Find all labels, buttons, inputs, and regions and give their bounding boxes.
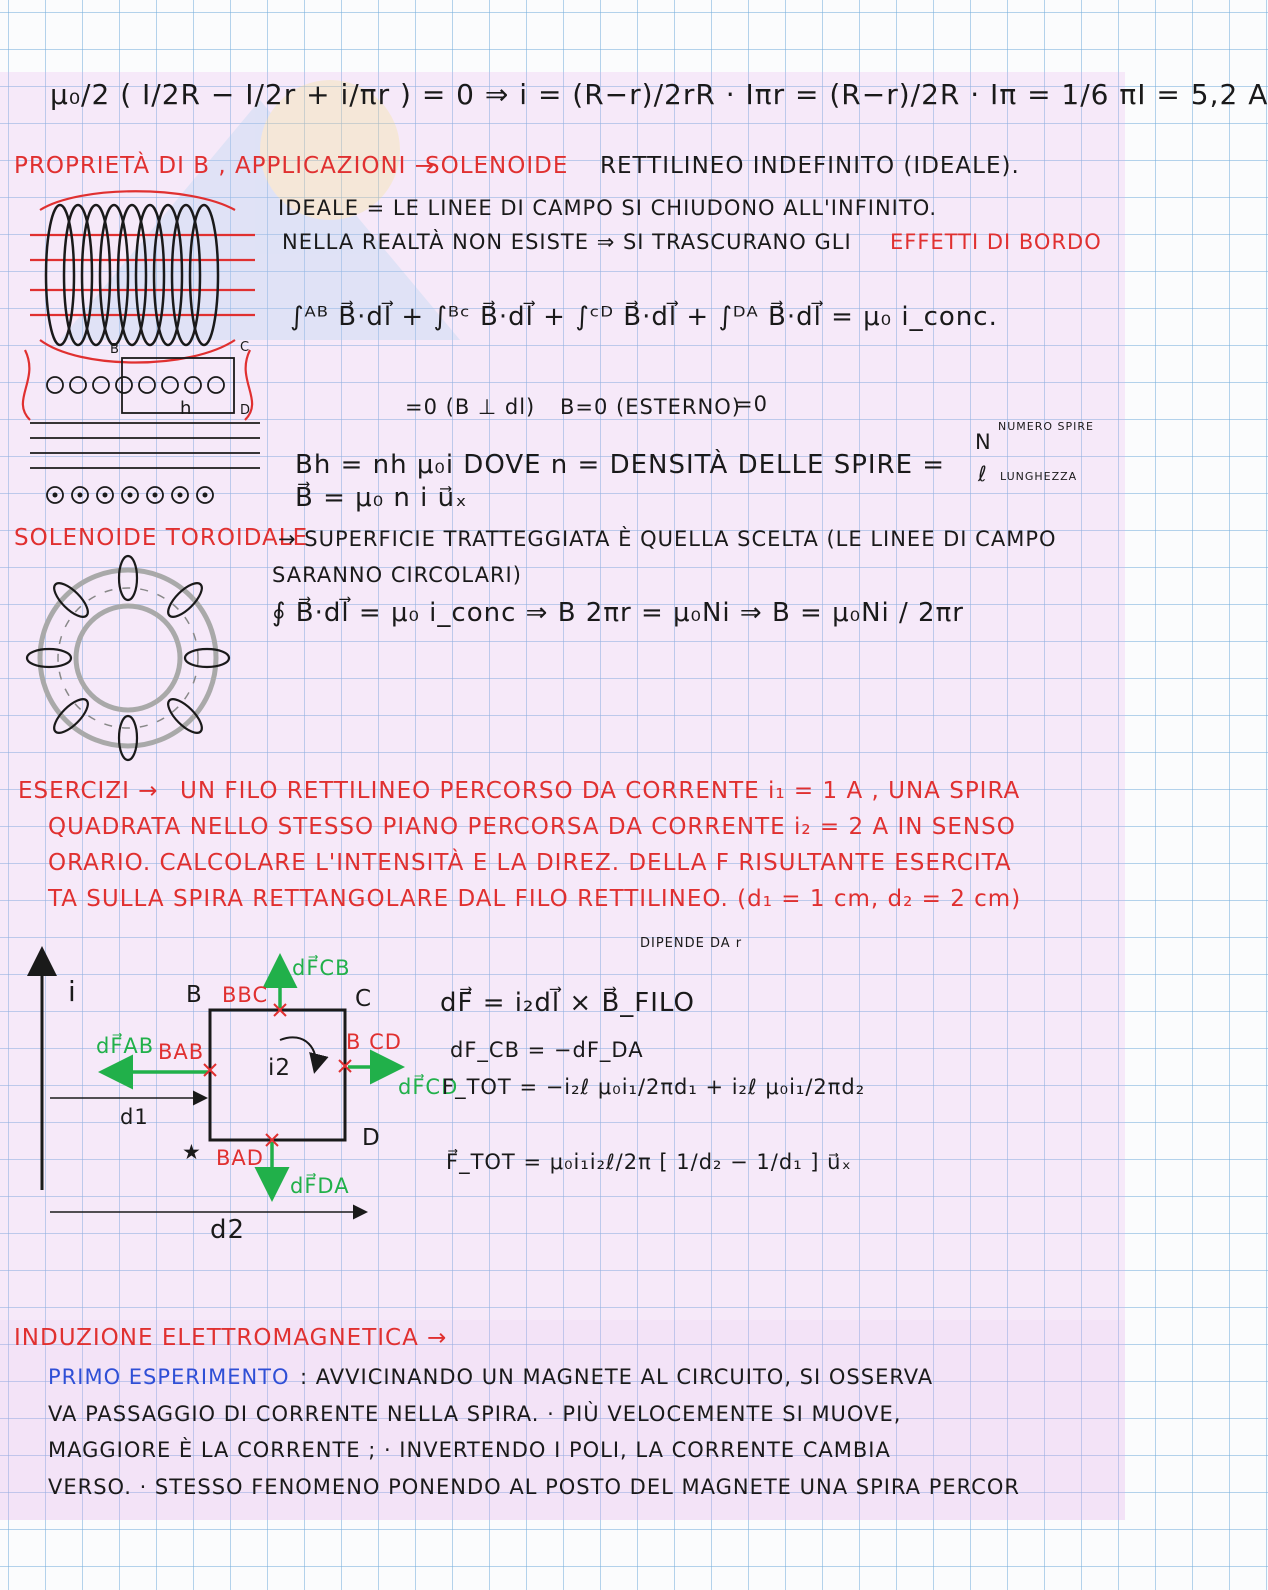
result-line-1: Bh = nh μ₀i DOVE n = DENSITÀ DELLE SPIRE = <box>295 450 946 480</box>
diagram-dfcd: dF⃗CD <box>398 1075 459 1099</box>
toroidale-equation: ∮ B⃗·dl⃗ = μ₀ i_conc ⇒ B 2πr = μ₀Ni ⇒ B = μ₀Ni / 2πr <box>272 598 964 628</box>
esercizi-line-2: QUADRATA NELLO STESSO PIANO PERCORSA DA CORRENTE i₂ = 2 A IN SENSO <box>48 814 1016 840</box>
realta-red: EFFETTI DI BORDO <box>890 230 1102 254</box>
solenoid-drawing <box>20 180 270 510</box>
force-eq-4: F⃗_TOT = μ₀i₁i₂ℓ/2π [ 1/d₂ − 1/d₁ ] u⃗ₓ <box>446 1150 852 1174</box>
dipende-note: DIPENDE DA r <box>640 936 743 951</box>
diagram-bbc: BBC <box>222 983 269 1007</box>
toroidale-heading-rest: → SUPERFICIE TRATTEGGIATA È QUELLA SCELTA (LE LINEE DI CAMPO <box>278 527 1057 551</box>
point-b: B <box>110 342 120 357</box>
point-c: C <box>240 340 251 355</box>
induzione-line-4: VERSO. · STESSO FENOMENO PONENDO AL POSTO DEL MAGNETE UNA SPIRA PERCOR <box>48 1475 1020 1499</box>
esercizi-line-1: UN FILO RETTILINEO PERCORSO DA CORRENTE i₁ = 1 A , UNA SPIRA <box>180 778 1021 804</box>
induzione-line-2: VA PASSAGGIO DI CORRENTE NELLA SPIRA. · PIÙ VELOCEMENTE SI MUOVE, <box>48 1402 902 1426</box>
toroidale-line-2: SARANNO CIRCOLARI) <box>272 563 522 587</box>
zero-term-1: =0 (B ⊥ dl) <box>405 395 536 419</box>
induzione-heading: INDUZIONE ELETTROMAGNETICA → <box>14 1325 448 1351</box>
numero-spire-label: NUMERO SPIRE <box>998 420 1094 433</box>
induzione-line-3: MAGGIORE È LA CORRENTE ; · INVERTENDO I POLI, LA CORRENTE CAMBIA <box>48 1438 891 1462</box>
induzione-line-1: : AVVICINANDO UN MAGNETE AL CIRCUITO, SI OSSERVA <box>300 1365 934 1389</box>
esercizi-line-4: TA SULLA SPIRA RETTANGOLARE DAL FILO RETTILINEO. (d₁ = 1 cm, d₂ = 2 cm) <box>48 886 1022 912</box>
diagram-dfcb: dF⃗CB <box>292 956 351 980</box>
diagram-point-c: C <box>355 986 373 1012</box>
diagram-dfda: dF⃗DA <box>290 1174 350 1198</box>
solenoide-heading: PROPRIETÀ DI B , APPLICAZIONI → <box>14 153 436 179</box>
top-formula: μ₀/2 ( I/2R − I/2r + i/πr ) = 0 ⇒ i = (R−r)/2rR · Iπr = (R−r)/2R · Iπ = 1/6 πI = 5,2 A <box>50 78 1268 111</box>
force-eq-1: dF⃗ = i₂dl⃗ × B⃗_FILO <box>440 988 695 1018</box>
diagram-dfab: dF⃗AB <box>96 1034 155 1058</box>
force-eq-2: dF_CB = −dF_DA <box>450 1038 644 1062</box>
esercizi-line-3: ORARIO. CALCOLARE L'INTENSITÀ E LA DIREZ. DELLA F RISULTANTE ESERCITA <box>48 850 1012 876</box>
zero-term-3: =0 <box>735 392 768 416</box>
point-d: D <box>240 403 252 418</box>
lunghezza-label: LUNGHEZZA <box>1000 470 1078 483</box>
diagram-bad: BAD <box>216 1146 264 1170</box>
diagram-point-d: D <box>362 1125 381 1151</box>
ideale-line: IDEALE = LE LINEE DI CAMPO SI CHIUDONO ALL'INFINITO. <box>278 196 938 220</box>
primo-esperimento: PRIMO ESPERIMENTO <box>48 1365 290 1389</box>
diagram-bab: BAB <box>158 1040 205 1064</box>
realta-line: NELLA REALTÀ NON ESISTE ⇒ SI TRASCURANO GLI <box>282 230 852 254</box>
zero-term-2: B=0 (ESTERNO) <box>560 395 741 419</box>
diagram-i2: i2 <box>268 1055 292 1081</box>
fraction-num: N <box>975 430 992 454</box>
integral-equation: ∫ᴬᴮ B⃗·dl⃗ + ∫ᴮᶜ B⃗·dl⃗ + ∫ᶜᴰ B⃗·dl⃗ + ∫ᴰᴬ B⃗·dl⃗ = μ₀ i_conc. <box>290 302 998 332</box>
toroid-drawing <box>35 560 225 760</box>
esercizi-label: ESERCIZI → <box>18 778 159 804</box>
solenoide-heading-rest: RETTILINEO INDEFINITO (IDEALE). <box>600 153 1020 179</box>
diagram-i-label: i <box>68 975 77 1008</box>
diagram-d2: d2 <box>210 1215 246 1245</box>
h-label: h <box>180 398 193 419</box>
fraction-den: ℓ <box>978 462 988 486</box>
solenoide-heading-term: SOLENOIDE <box>425 153 569 179</box>
diagram-d1: d1 <box>120 1105 149 1129</box>
force-eq-3: F_TOT = −i₂ℓ μ₀i₁/2πd₁ + i₂ℓ μ₀i₁/2πd₂ <box>442 1075 866 1099</box>
diagram-point-b: B <box>186 982 203 1008</box>
result-line-2: B⃗ = μ₀ n i u⃗ₓ <box>295 483 468 513</box>
diagram-bcd: B CD <box>346 1030 402 1054</box>
toroidale-heading: SOLENOIDE TOROIDALE <box>14 525 309 551</box>
diagram-star: ★ <box>182 1140 202 1164</box>
